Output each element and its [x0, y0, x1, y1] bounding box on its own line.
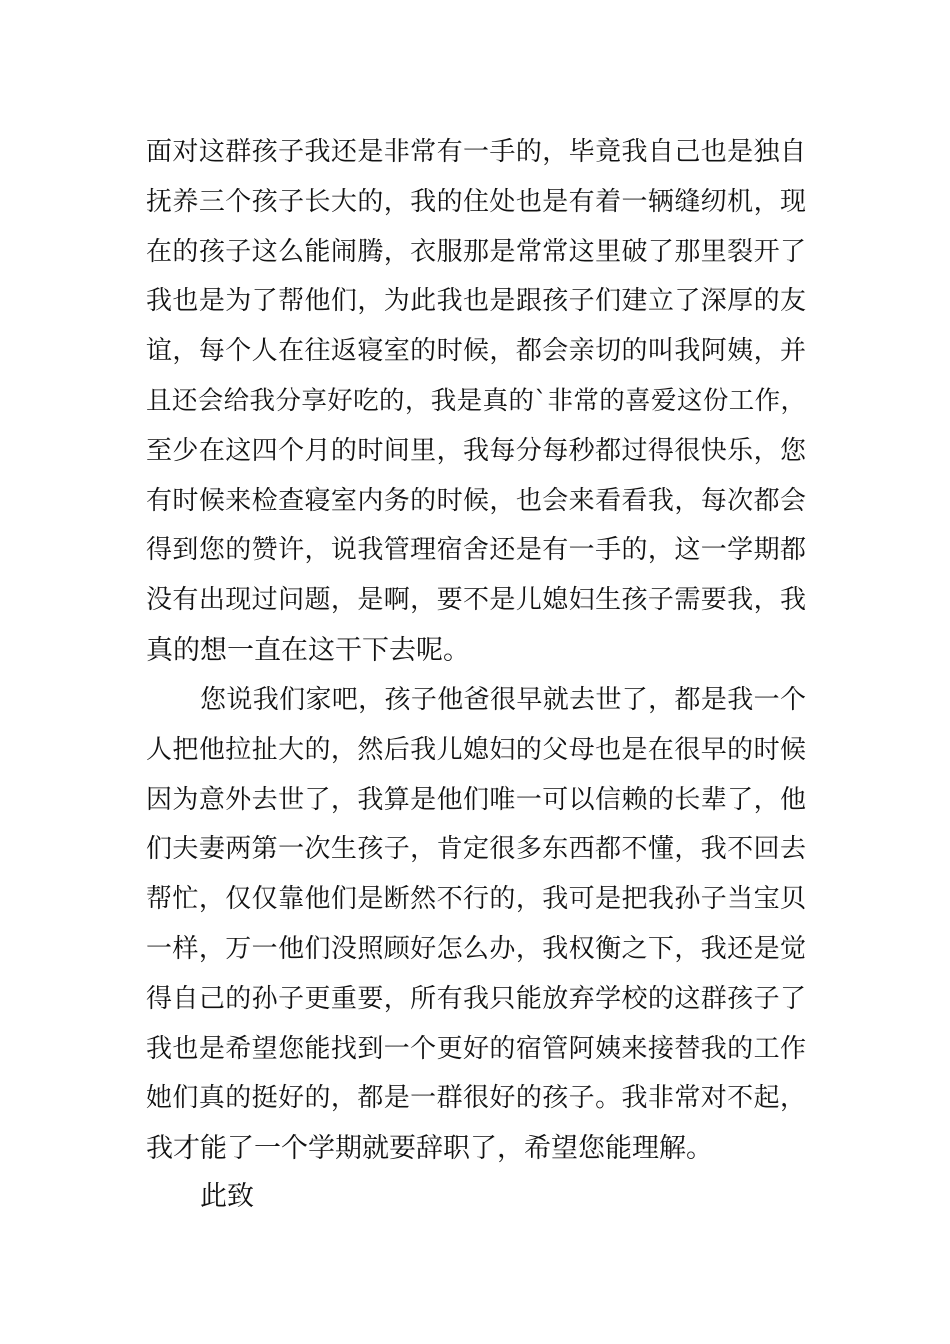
paragraph-line: 得自己的孙子更重要，所有我只能放弃学校的这群孩子了 [146, 983, 806, 1014]
paragraph-2 [146, 676, 806, 1174]
paragraph-line: 谊，每个人在往返寝室的时候，都会亲切的叫我阿姨，并 [146, 336, 806, 367]
paragraph-line: 在的孩子这么能闹腾，衣服那是常常这里破了那里裂开了 [146, 236, 806, 267]
paragraph-line: 因为意外去世了，我算是他们唯一可以信赖的长辈了，他 [146, 784, 806, 815]
paragraph-line: 面对这群孩子我还是非常有一手的，毕竟我自己也是独自 [146, 137, 806, 167]
paragraph-line: 真的想一直在这干下去呢。 [146, 634, 470, 666]
paragraph-line: 我也是希望您能找到一个更好的宿管阿姨来接替我的工作 [146, 1033, 806, 1064]
paragraph-line: 有时候来检查寝室内务的时候，也会来看看我，每次都会 [146, 485, 806, 516]
paragraph-line: 我才能了一个学期就要辞职了，希望您能理解。 [146, 1133, 713, 1165]
paragraph-line: 们夫妻两第一次生孩子，肯定很多东西都不懂，我不回去 [146, 834, 806, 865]
paragraph-line: 得到您的赞许，说我管理宿舍还是有一手的，这一学期都 [146, 535, 806, 566]
paragraph-line: 至少在这四个月的时间里，我每分每秒都过得很快乐，您 [146, 435, 806, 466]
paragraph-line: 且还会给我分享好吃的，我是真的`非常的喜爱这份工作， [146, 385, 806, 416]
paragraph-line: 抚养三个孩子长大的，我的住处也是有着一辆缝纫机，现 [146, 186, 806, 217]
paragraph-line: 您说我们家吧，孩子他爸很早就去世了，都是我一个 [200, 685, 806, 715]
closing-text: 此致 [200, 1181, 254, 1212]
paragraph-line: 人把他拉扯大的，然后我儿媳妇的父母也是在很早的时候 [146, 734, 806, 765]
paragraph-1 [146, 128, 806, 676]
paragraph-line: 没有出现过问题，是啊，要不是儿媳妇生孩子需要我，我 [146, 585, 806, 616]
paragraph-line: 她们真的挺好的，都是一群很好的孩子。我非常对不起， [146, 1083, 806, 1114]
closing-salutation [146, 1172, 806, 1222]
paragraph-line: 我也是为了帮他们，为此我也是跟孩子们建立了深厚的友 [146, 286, 806, 317]
paragraph-line: 帮忙，仅仅靠他们是断然不行的，我可是把我孙子当宝贝 [146, 884, 806, 915]
paragraph-line: 一样，万一他们没照顾好怎么办，我权衡之下，我还是觉 [146, 933, 806, 964]
